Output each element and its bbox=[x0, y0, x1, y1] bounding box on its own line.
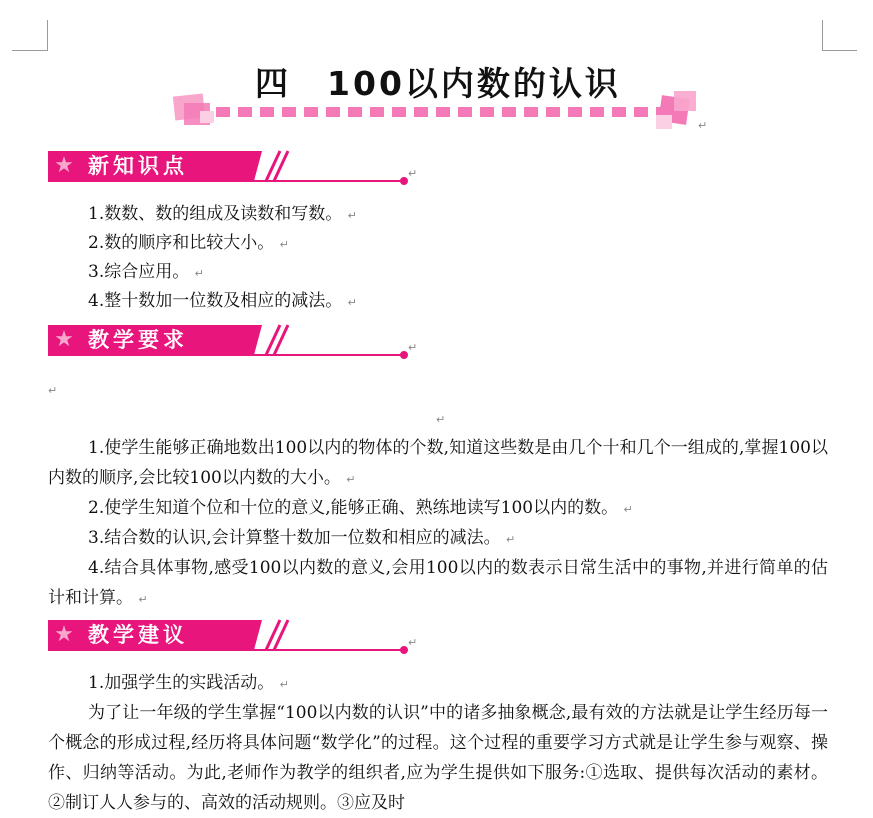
paragraph-mark: ↵ bbox=[698, 119, 708, 132]
requirement-paragraph: 4.结合具体事物,感受100以内数的意义,会用100以内的数表示日常生活中的事物,并进行简单的估计和计算。 ↵ bbox=[48, 558, 828, 608]
requirement-paragraph: 3.结合数的认识,会计算整十数加一位数和相应的减法。 ↵ bbox=[88, 528, 516, 548]
list-item: 1.数数、数的组成及读数和写数。 ↵ bbox=[88, 204, 357, 224]
list-item: 2.数的顺序和比较大小。 ↵ bbox=[88, 233, 289, 253]
star-icon: ★ bbox=[54, 153, 74, 178]
requirement-paragraph: 1.使学生能够正确地数出100以内的物体的个数,知道这些数是由几个十和几个一组成的,掌握100以内数的顺序,会比较100以内数的大小。 ↵ bbox=[48, 438, 828, 488]
section-title: 新知识点 bbox=[88, 154, 188, 178]
paragraph-mark: ↵ bbox=[436, 413, 446, 426]
chapter-title-banner bbox=[160, 55, 720, 135]
paragraph-mark: ↵ bbox=[48, 384, 58, 397]
paragraph-mark: ↵ bbox=[408, 167, 418, 180]
crop-mark-top-right bbox=[822, 20, 857, 51]
section-header-teaching-suggestions bbox=[48, 619, 418, 655]
suggestion-paragraph: 1.加强学生的实践活动。 ↵ bbox=[88, 673, 289, 693]
section-title: 教学要求 bbox=[88, 328, 188, 352]
title-ribbon-decoration bbox=[160, 89, 720, 133]
list-item: 4.整十数加一位数及相应的减法。 ↵ bbox=[88, 291, 357, 311]
section-header-teaching-requirements bbox=[48, 324, 418, 360]
paragraph-mark: ↵ bbox=[408, 341, 418, 354]
section-title: 教学建议 bbox=[88, 623, 188, 647]
section-header-new-knowledge bbox=[48, 150, 418, 186]
chapter-title: 四 100以内数的认识 bbox=[255, 64, 621, 103]
crop-mark-top-left bbox=[12, 20, 48, 51]
star-icon: ★ bbox=[54, 327, 74, 352]
star-icon: ★ bbox=[54, 622, 74, 647]
suggestion-paragraph: 为了让一年级的学生掌握“100以内数的认识”中的诸多抽象概念,最有效的方法就是让学生经历每一个概念的形成过程,经历将具体问题“数学化”的过程。这个过程的重要学习方式就是让学生参与观察、操作、归纳等活动。为此,老师作为教学的组织者,应为学生提供如下服务:①选取、提供每次活动的素材。②制订人人参与的、高效的活动规则。③应及时 bbox=[48, 703, 828, 813]
requirement-paragraph: 2.使学生知道个位和十位的意义,能够正确、熟练地读写100以内的数。 ↵ bbox=[88, 498, 633, 518]
paragraph-mark: ↵ bbox=[408, 636, 418, 649]
list-item: 3.综合应用。 ↵ bbox=[88, 262, 204, 282]
